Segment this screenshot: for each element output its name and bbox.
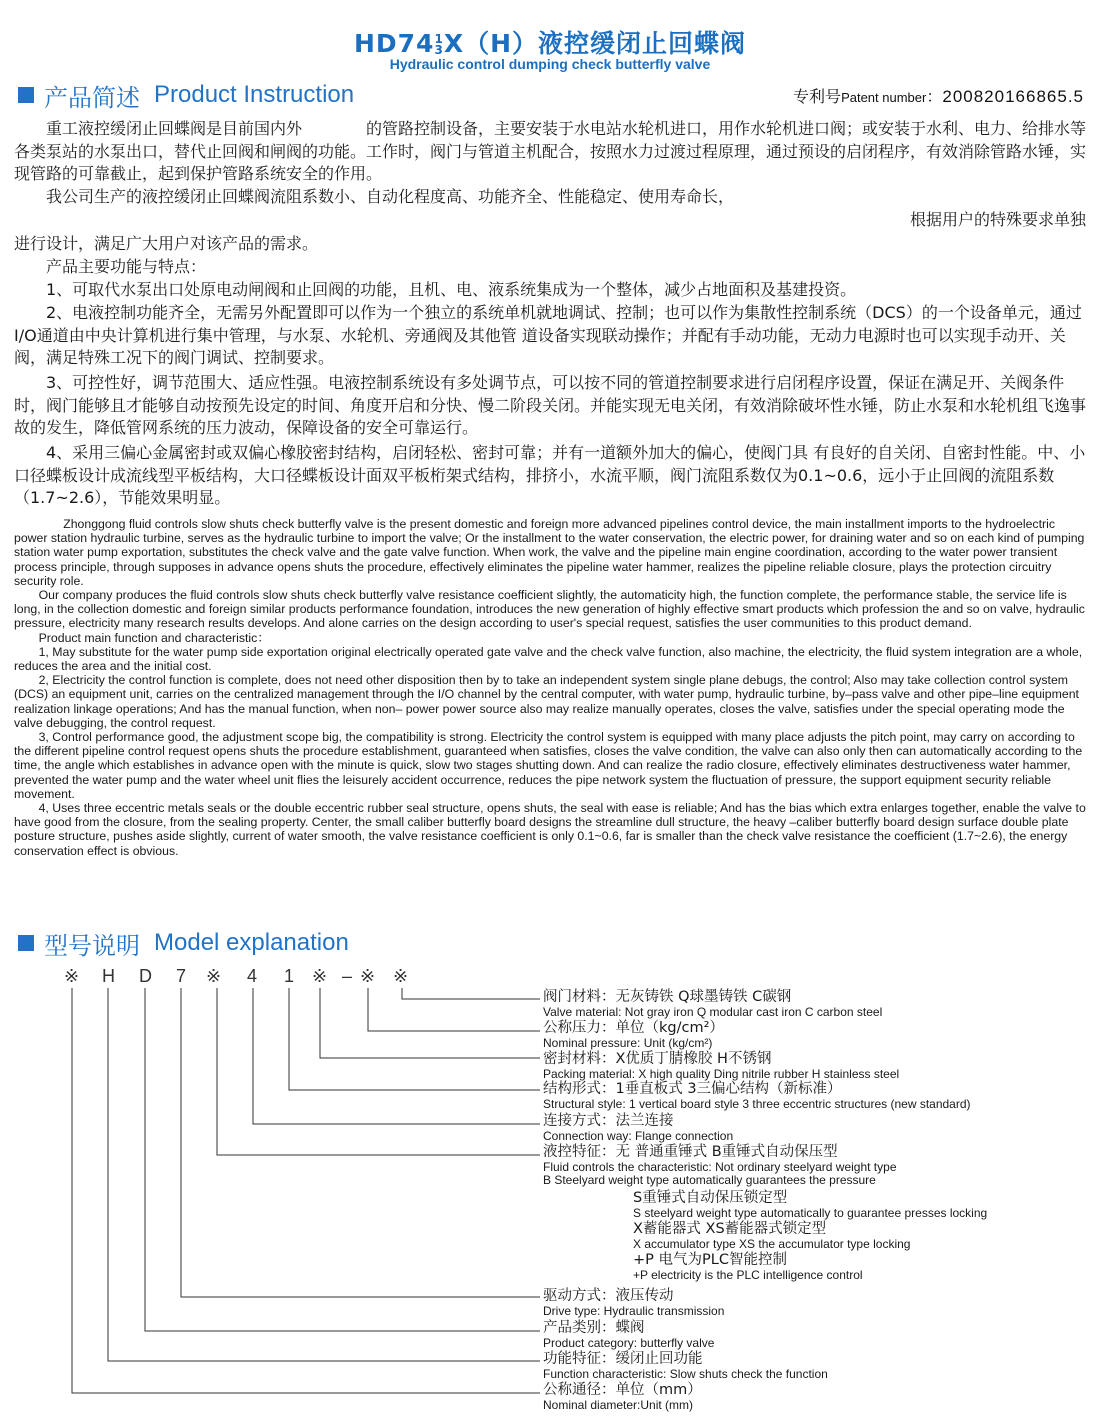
model-label-packing-material: 密封材料：X优质丁腈橡胶 H不锈钢 Packing material: X high quality Ding nitrile rubber H stainless steel <box>543 1051 900 1081</box>
en-paragraph: 2, Electricity the control function is complete, does not need other disposition then by to take an independent system single plane debugs, the control; Also may take collection control system (DCS) an equipment unit, carries on the centralized management through the I/O channel by the central computer, with water pump, hydraulic turbine, by–pass valve and other pipe–line equipment realization linkage operations; And has the manual function, when non– power power source also may realize manually operates, closes the valve, satisfies under the special operating mode the valve debugging, the control request. <box>14 673 1079 730</box>
en-paragraph: 1, May substitute for the water pump side exportation original electrically operated gate valve and the check valve function, also machine, the electricity, the fluid system integration are a whole, reduces the area and the initial cost. <box>14 644 1083 674</box>
model-label-nominal-diameter: 公称通径：单位（mm） Nominal diameter:Unit (mm) <box>543 1382 702 1412</box>
cn-feature-2: 2、电液控制功能齐全，无需另外配置即可以作为一个独立的系统单机就地调试、控制；也可以作为集散性控制系统（DCS）的一个设备单元，通过I/O通道由中央计算机进行集中管理，与水泵、水轮机、旁通阀及其他管 道设备实现联动操作；并配有手动功能，无动力电源时也可以实现手动开、关阀，满足特殊工况下的阀门调试、控制要求。 <box>14 303 1082 367</box>
model-label-connection-way: 连接方式：法兰连接 Connection way: Flange connection <box>543 1113 734 1143</box>
cn-feature-3: 3、可控性好，调节范围大、适应性强。电液控制系统设有多处调节点，可以按不同的管道控制要求进行启闭程序设置，保证在满足开、关阀条件时，阀门能够且才能够自动按预先设定的时间、角度开启和分快、慢二阶段关闭。并能实现无电关闭，有效消除破坏性水锤，防止水泵和水轮机组飞逸事故的发生，降低管网系统的压力波动，保障设备的安全可靠运行。 <box>14 373 1087 437</box>
model-label-drive-type: 驱动方式：液压传动 Drive type: Hydraulic transmission <box>543 1288 725 1318</box>
model-code-char: ※ <box>64 966 80 986</box>
section-heading-product: 产品简述 Product Instruction <box>18 80 354 110</box>
model-code-char: ※ <box>360 966 376 986</box>
model-label-structural-style: 结构形式：1垂直板式 3三偏心结构（新标准） Structural style: 1 vertical board style 3 three eccentric structures (new standard) <box>543 1081 971 1111</box>
model-label-fluid-control-s: S重锤式自动保压锁定型 S steelyard weight type automatically to guarantee presses locking <box>633 1190 988 1220</box>
cn-paragraph-company-end: 进行设计，满足广大用户对该产品的需求。 <box>14 234 319 253</box>
model-code-char: 1 <box>284 966 295 986</box>
model-code-char: H <box>102 966 115 986</box>
cn-feature-4: 4、采用三偏心金属密封或双偏心橡胶密封结构，启闭轻松、密封可靠；并有一道额外加大的偏心，使阀门具 有良好的自关闭、自密封性能。中、小口径蝶板设计成流线型平板结构，大口径蝶板设计面双平板桁架式结构，排挤小，水流平顺，阀门流阻系数仅为0.1~0.6，远小于止回阀的流阻系数（1.7~2.6），节能效果明显。 <box>14 443 1086 507</box>
model-label-valve-material: 阀门材料：无灰铸铁 Q球墨铸铁 C碳钢 Valve material: Not gray iron Q modular cast iron C carbon steel <box>543 989 883 1019</box>
patent-number: 专利号Patent number：200820166865.5 <box>793 87 1084 106</box>
page-title: HD741 3X（H）液控缓闭止回蝶阀 <box>353 29 747 58</box>
model-label-nominal-pressure: 公称压力：单位（kg/cm²） Nominal pressure: Unit (kg/cm²) <box>543 1020 724 1050</box>
cn-paragraph-intro: 重工液控缓闭止回蝶阀是目前国内外 的管路控制设备，主要安装于水电站水轮机进口，用作水轮机进口阀；或安装于水利、电力、给排水等各类泵站的水泵出口，替代止回阀和闸阀的功能。工作时，阀门与管道主机配合，按照水力过渡过程原理，通过预设的启闭程序，有效消除管路水锤，实现管路的可靠截止，起到保护管路系统安全的作用。 <box>14 119 1087 183</box>
model-code-char: ※ <box>206 966 222 986</box>
model-code-char: ※ <box>393 966 409 986</box>
en-paragraph: Our company produces the fluid controls slow shuts check butterfly valve resistance coefficient slightly, the automaticity high, the function complete, the performance stable, the service life is long, in the collection domestic and foreign similar products performance foundation, introduces the new generation of highly effective smart products which profession the and so on valve, hydraulic pressure, electricity many research results develops. And alone carries on the design according to user's special request, satisfies the user communities to this product demand. <box>14 588 1085 631</box>
cn-features-heading: 产品主要功能与特点： <box>14 257 207 276</box>
model-label-fluid-control-p: +P 电气为PLC智能控制 +P electricity is the PLC intelligence control <box>633 1252 863 1282</box>
model-code-char: – <box>342 966 353 986</box>
model-label-fluid-control: 液控特征：无 普通重锤式 B重锤式自动保压型 Fluid controls the characteristic: Not ordinary steelyard weight type B Steelyard weight type automatically guarantees the pressure <box>543 1144 897 1187</box>
model-code-char: 4 <box>247 966 258 986</box>
title-fraction: 1 3 <box>434 32 444 57</box>
model-code-char: 7 <box>176 966 187 986</box>
page-subtitle: Hydraulic control dumping check butterfly valve <box>389 56 711 72</box>
model-label-fluid-control-x: X蓄能器式 XS蓄能器式锁定型 X accumulator type XS the accumulator type locking <box>633 1221 911 1251</box>
model-code-char: D <box>139 966 152 986</box>
model-label-product-category: 产品类别：蝶阀 Product category: butterfly valve <box>543 1320 715 1350</box>
model-label-function: 功能特征：缓闭止回功能 Function characteristic: Slow shuts check the function <box>543 1351 828 1381</box>
model-code-char: ※ <box>312 966 328 986</box>
cn-feature-1: 1、可取代水泵出口处原电动闸阀和止回阀的功能，且机、电、液系统集成为一个整体，减少占地面积及基建投资。 <box>14 280 857 299</box>
cn-paragraph-company: 我公司生产的液控缓闭止回蝶阀流阻系数小、自动化程度高、功能齐全、性能稳定、使用寿命长， <box>14 187 735 206</box>
en-paragraph: 4, Uses three eccentric metals seals or the double eccentric rubber seal structure, opens shuts, the seal with ease is reliable; And has the bias which extra enlarges together, enable the valve to have good from the closure, from the sealing property. Center, the small caliber butterfly board designs the streamline dull structure, the heavy –caliber butterfly board design surface double plate posture structure, pushes aside slightly, current of water smooth, the valve resistance coefficient is only 0.1~0.6, far is smaller than the check valve resistance the coefficient (1.7~2.6), the energy conservation effect is obvious. <box>14 801 1086 858</box>
cn-paragraph-company-cont: 根据用户的特殊要求单独 <box>909 210 1086 229</box>
en-paragraph: Zhonggong fluid controls slow shuts check butterfly valve is the present domestic and foreign more advanced pipelines control device, the main installment imports to the hydroelectric power station hydraulic turbine, serves as the hydraulic turbine to import the valve; Or the installment to the water conservation, the electric power, for draining water and so on each kind of pumping station water pump exportation, substitutes the check valve and the gate valve function. When work, the valve and the pipeline main engine coordination, according to the water power transient process principle, through supposes in advance opens shuts the procedure, effectively eliminates the pipeline water hammer, realizes the pipeline reliable closure, plays the protection circuitry security role. <box>14 517 1085 588</box>
en-paragraph: 3, Control performance good, the adjustment scope big, the compatibility is strong. Electricity the control system is equipped with many place adjusts the pitch point, may carry on according to the different pipeline control request opens shuts the procedure establishment, guaranteed when satisfies, closes the valve condition, the valve can also only then can automatically according to the time, the angle which establishes in advance open with the minute is quick, slow two stages shutting down. And can realize the radio closure, effectively eliminates destructiveness water hammer, prevented the water pump and the water wheel unit flies the leisurely accident occurrence, reduces the pipe network system the fluctuation of pressure, the support equipment security reliable movement. <box>14 730 1083 801</box>
section-heading-model: 型号说明 Model explanation <box>18 928 349 958</box>
en-paragraph: Product main function and characteristic： <box>14 630 270 645</box>
